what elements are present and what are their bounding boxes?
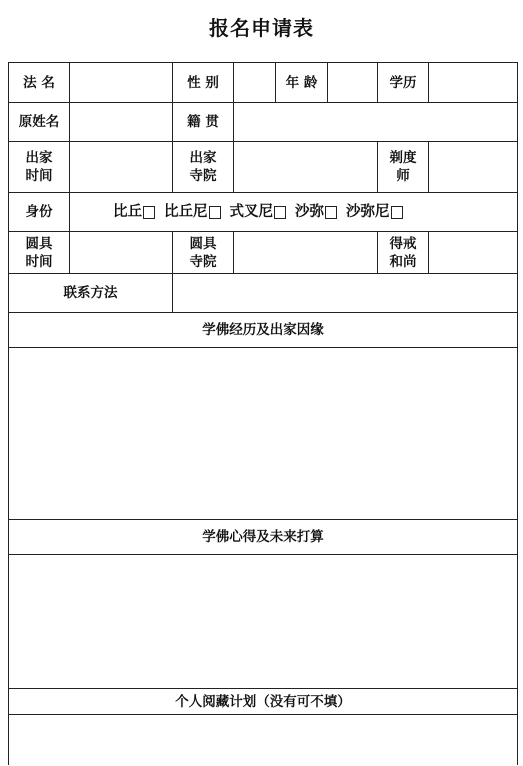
checkbox-bhikkhuni[interactable] [209,206,221,219]
identity-option-samaneri[interactable]: 沙弥尼 [346,203,403,221]
label-identity: 身份 [9,193,70,232]
label-dharma-name: 法 名 [9,63,70,103]
identity-option-sikkhamana[interactable]: 式叉尼 [230,203,287,221]
label-native-place: 籍 贯 [173,103,234,142]
textarea-study-history[interactable] [9,348,517,520]
field-dharma-name[interactable] [70,63,173,103]
field-education[interactable] [429,63,517,103]
label-precept-master: 得戒 和尚 [378,232,429,274]
label-original-name: 原姓名 [9,103,70,142]
checkbox-samanera[interactable] [325,206,337,219]
field-age[interactable] [328,63,378,103]
field-gender[interactable] [234,63,276,103]
identity-option-bhikkhu[interactable]: 比丘 [113,203,155,221]
textarea-reading-plan[interactable] [9,715,517,766]
field-full-ordination-time[interactable] [70,232,173,274]
label-full-ordination-time: 圆具 时间 [9,232,70,274]
checkbox-samaneri[interactable] [391,206,403,219]
label-ordination-temple: 出家 寺院 [173,142,234,193]
label-education: 学历 [378,63,429,103]
field-tonsure-master[interactable] [429,142,517,193]
label-full-ordination-temple: 圆具 寺院 [173,232,234,274]
checkbox-bhikkhu[interactable] [143,206,155,219]
field-precept-master[interactable] [429,232,517,274]
section-header-reading-plan: 个人阅藏计划（没有可不填） [9,689,517,715]
application-form [8,62,518,765]
identity-option-samanera[interactable]: 沙弥 [295,203,337,221]
label-gender: 性 别 [173,63,234,103]
label-tonsure-master: 剃度 师 [378,142,429,193]
label-contact: 联系方法 [9,274,173,313]
textarea-insights-plan[interactable] [9,555,517,689]
field-contact[interactable] [173,274,517,313]
field-ordination-temple[interactable] [234,142,378,193]
field-original-name[interactable] [70,103,173,142]
checkbox-sikkhamana[interactable] [274,206,286,219]
field-native-place[interactable] [234,103,517,142]
form-title: 报名申请表 [209,16,314,40]
section-header-insights-plan: 学佛心得及未来打算 [9,520,517,555]
section-header-study-history: 学佛经历及出家因缘 [9,313,517,348]
identity-option-bhikkhuni[interactable]: 比丘尼 [164,203,221,221]
field-ordination-time[interactable] [70,142,173,193]
identity-options [9,193,517,232]
label-ordination-time: 出家 时间 [9,142,70,193]
field-full-ordination-temple[interactable] [234,232,378,274]
label-age: 年 龄 [276,63,328,103]
